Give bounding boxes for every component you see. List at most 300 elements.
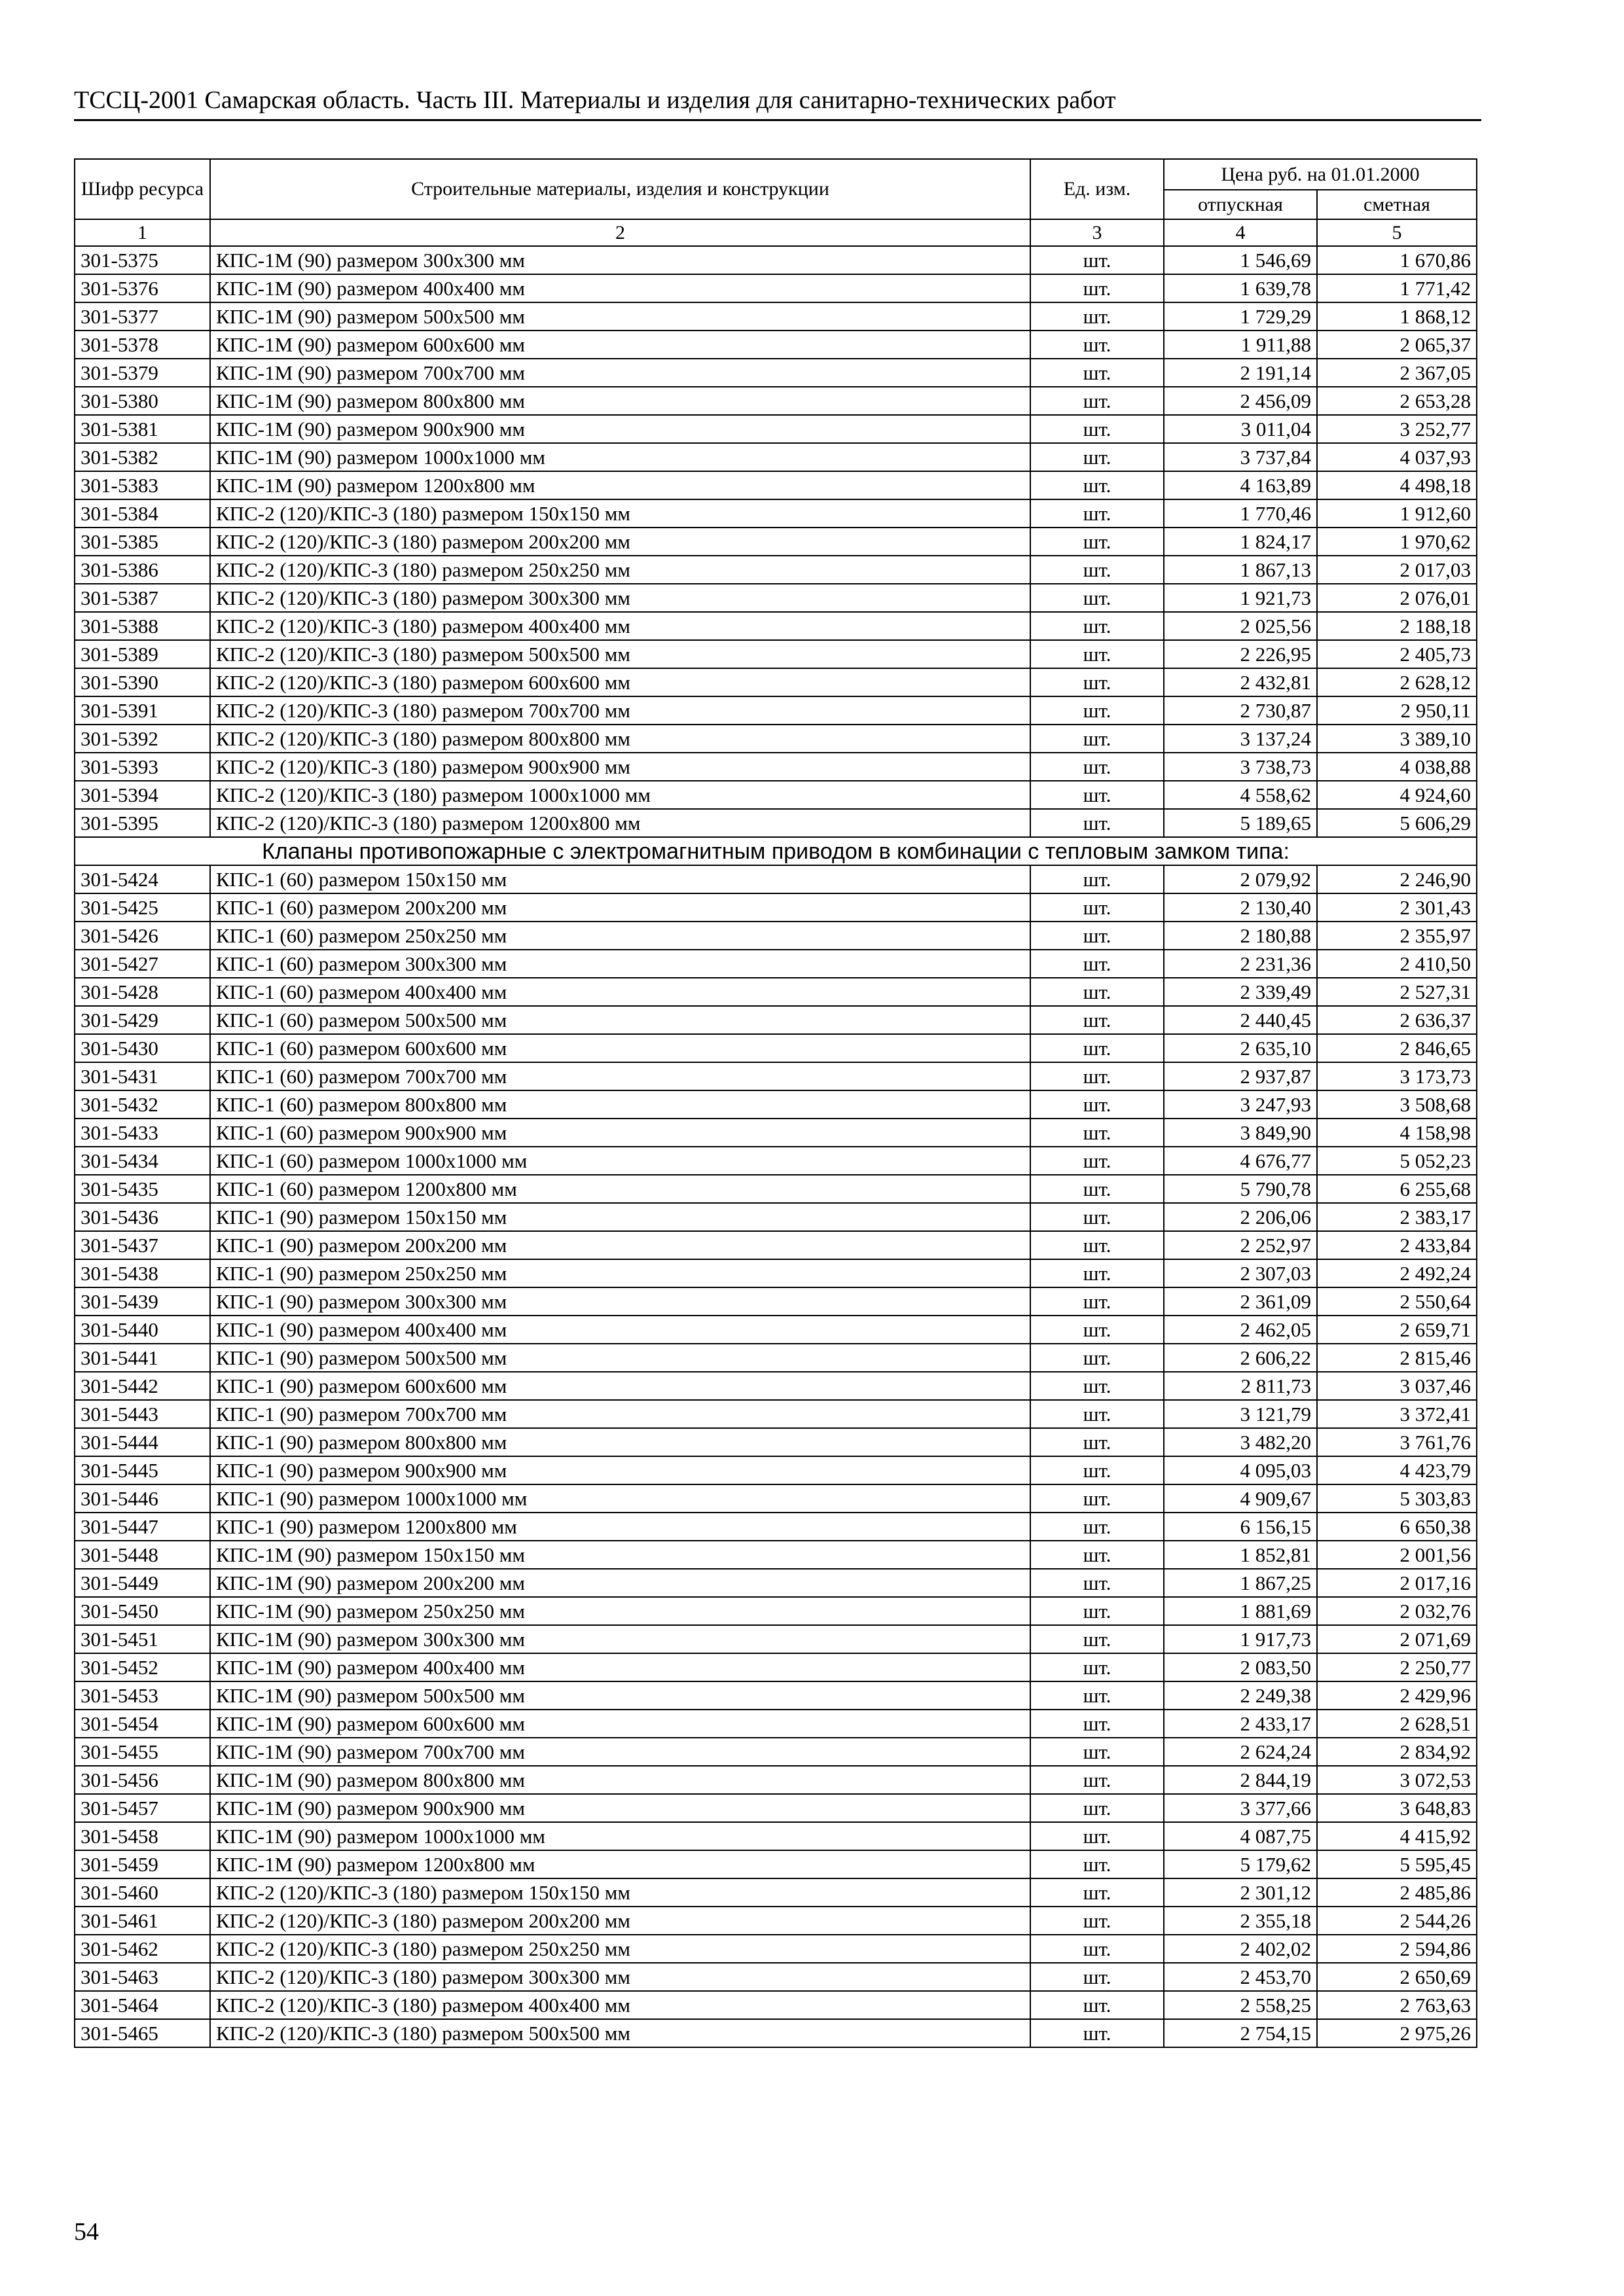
unit: шт.	[1030, 415, 1164, 443]
item-name: КПС-1 (90) размером 500х500 мм	[210, 1344, 1030, 1372]
unit: шт.	[1030, 302, 1164, 331]
estimate-price: 2 017,03	[1317, 556, 1477, 584]
release-price: 3 247,93	[1164, 1090, 1317, 1119]
item-name: КПС-1 (90) размером 250х250 мм	[210, 1259, 1030, 1287]
resource-code: 301-5430	[75, 1034, 210, 1062]
resource-code: 301-5450	[75, 1597, 210, 1625]
estimate-price: 3 389,10	[1317, 725, 1477, 753]
release-price: 2 180,88	[1164, 922, 1317, 950]
estimate-price: 3 252,77	[1317, 415, 1477, 443]
resource-code: 301-5455	[75, 1738, 210, 1766]
release-price: 5 179,62	[1164, 1850, 1317, 1878]
release-price: 2 191,14	[1164, 359, 1317, 387]
unit: шт.	[1030, 1878, 1164, 1907]
table-row	[75, 1822, 1477, 1850]
resource-code: 301-5383	[75, 471, 210, 499]
estimate-price: 2 650,69	[1317, 1963, 1477, 1991]
unit: шт.	[1030, 1569, 1164, 1597]
release-price: 2 355,18	[1164, 1907, 1317, 1935]
release-price: 2 307,03	[1164, 1259, 1317, 1287]
table-row	[75, 1259, 1477, 1287]
resource-code: 301-5441	[75, 1344, 210, 1372]
release-price: 2 730,87	[1164, 696, 1317, 725]
release-price: 2 301,12	[1164, 1878, 1317, 1907]
resource-code: 301-5463	[75, 1963, 210, 1991]
release-price: 3 377,66	[1164, 1794, 1317, 1822]
col-header-unit: Ед. изм.	[1030, 159, 1164, 219]
estimate-price: 2 429,96	[1317, 1681, 1477, 1710]
release-price: 1 770,46	[1164, 499, 1317, 528]
unit: шт.	[1030, 893, 1164, 922]
col-number: 3	[1030, 219, 1164, 246]
page-number: 54	[74, 2218, 99, 2246]
header-rule	[74, 119, 1481, 121]
unit: шт.	[1030, 753, 1164, 781]
resource-code: 301-5376	[75, 274, 210, 302]
item-name: КПС-1 (60) размером 250х250 мм	[210, 922, 1030, 950]
item-name: КПС-1М (90) размером 150х150 мм	[210, 1541, 1030, 1569]
estimate-price: 2 594,86	[1317, 1935, 1477, 1963]
unit: шт.	[1030, 1597, 1164, 1625]
unit: шт.	[1030, 528, 1164, 556]
item-name: КПС-2 (120)/КПС-3 (180) размером 500х500 мм	[210, 640, 1030, 668]
estimate-price: 2 301,43	[1317, 893, 1477, 922]
item-name: КПС-1 (60) размером 400х400 мм	[210, 978, 1030, 1006]
release-price: 2 083,50	[1164, 1653, 1317, 1681]
resource-code: 301-5454	[75, 1710, 210, 1738]
col-number: 4	[1164, 219, 1317, 246]
release-price: 2 456,09	[1164, 387, 1317, 415]
item-name: КПС-1 (90) размером 150х150 мм	[210, 1203, 1030, 1231]
table-row	[75, 753, 1477, 781]
table-row	[75, 471, 1477, 499]
resource-code: 301-5432	[75, 1090, 210, 1119]
release-price: 4 163,89	[1164, 471, 1317, 499]
estimate-price: 3 372,41	[1317, 1400, 1477, 1428]
item-name: КПС-1М (90) размером 800х800 мм	[210, 1766, 1030, 1794]
estimate-price: 3 037,46	[1317, 1372, 1477, 1400]
estimate-price: 6 650,38	[1317, 1513, 1477, 1541]
item-name: КПС-2 (120)/КПС-3 (180) размером 200х200 мм	[210, 1907, 1030, 1935]
col-header-price-group: Цена руб. на 01.01.2000	[1164, 159, 1477, 190]
estimate-price: 2 815,46	[1317, 1344, 1477, 1372]
table-row	[75, 1287, 1477, 1316]
item-name: КПС-1М (90) размером 300х300 мм	[210, 246, 1030, 274]
estimate-price: 2 017,16	[1317, 1569, 1477, 1597]
resource-code: 301-5426	[75, 922, 210, 950]
release-price: 1 867,13	[1164, 556, 1317, 584]
unit: шт.	[1030, 1119, 1164, 1147]
table-row	[75, 274, 1477, 302]
table-row	[75, 865, 1477, 893]
estimate-price: 2 405,73	[1317, 640, 1477, 668]
resource-code: 301-5392	[75, 725, 210, 753]
release-price: 2 402,02	[1164, 1935, 1317, 1963]
resource-code: 301-5393	[75, 753, 210, 781]
estimate-price: 2 659,71	[1317, 1316, 1477, 1344]
item-name: КПС-2 (120)/КПС-3 (180) размером 500х500 мм	[210, 2019, 1030, 2047]
estimate-price: 5 606,29	[1317, 809, 1477, 837]
resource-code: 301-5437	[75, 1231, 210, 1259]
item-name: КПС-2 (120)/КПС-3 (180) размером 1200х800 мм	[210, 809, 1030, 837]
section-heading: Клапаны противопожарные с электромагнитным приводом в комбинации с тепловым замком типа:	[75, 837, 1477, 865]
release-price: 1 546,69	[1164, 246, 1317, 274]
item-name: КПС-1 (90) размером 1200х800 мм	[210, 1513, 1030, 1541]
unit: шт.	[1030, 612, 1164, 640]
unit: шт.	[1030, 1710, 1164, 1738]
table-row	[75, 809, 1477, 837]
resource-code: 301-5377	[75, 302, 210, 331]
item-name: КПС-1М (90) размером 400х400 мм	[210, 1653, 1030, 1681]
table-row	[75, 893, 1477, 922]
release-price: 2 432,81	[1164, 668, 1317, 696]
unit: шт.	[1030, 1090, 1164, 1119]
release-price: 2 606,22	[1164, 1344, 1317, 1372]
resource-code: 301-5387	[75, 584, 210, 612]
estimate-price: 2 032,76	[1317, 1597, 1477, 1625]
table-row	[75, 415, 1477, 443]
unit: шт.	[1030, 1259, 1164, 1287]
unit: шт.	[1030, 387, 1164, 415]
item-name: КПС-2 (120)/КПС-3 (180) размером 600х600 мм	[210, 668, 1030, 696]
unit: шт.	[1030, 1316, 1164, 1344]
resource-code: 301-5385	[75, 528, 210, 556]
resource-code: 301-5379	[75, 359, 210, 387]
item-name: КПС-1 (60) размером 150х150 мм	[210, 865, 1030, 893]
table-row	[75, 1907, 1477, 1935]
estimate-price: 2 834,92	[1317, 1738, 1477, 1766]
item-name: КПС-2 (120)/КПС-3 (180) размером 250х250 мм	[210, 556, 1030, 584]
item-name: КПС-1М (90) размером 300х300 мм	[210, 1625, 1030, 1653]
estimate-price: 2 950,11	[1317, 696, 1477, 725]
resource-code: 301-5439	[75, 1287, 210, 1316]
table-row	[75, 1850, 1477, 1878]
unit: шт.	[1030, 922, 1164, 950]
item-name: КПС-1 (60) размером 700х700 мм	[210, 1062, 1030, 1090]
table-row	[75, 668, 1477, 696]
unit: шт.	[1030, 1766, 1164, 1794]
unit: шт.	[1030, 781, 1164, 809]
table-row	[75, 781, 1477, 809]
item-name: КПС-1М (90) размером 700х700 мм	[210, 1738, 1030, 1766]
table-body-second-group	[75, 865, 1477, 2047]
estimate-price: 4 038,88	[1317, 753, 1477, 781]
release-price: 4 095,03	[1164, 1456, 1317, 1484]
release-price: 2 844,19	[1164, 1766, 1317, 1794]
unit: шт.	[1030, 331, 1164, 359]
unit: шт.	[1030, 1794, 1164, 1822]
table-row	[75, 1794, 1477, 1822]
estimate-price: 2 410,50	[1317, 950, 1477, 978]
table-row	[75, 1316, 1477, 1344]
estimate-price: 2 975,26	[1317, 2019, 1477, 2047]
item-name: КПС-1М (90) размером 1200х800 мм	[210, 471, 1030, 499]
item-name: КПС-2 (120)/КПС-3 (180) размером 300х300 мм	[210, 584, 1030, 612]
unit: шт.	[1030, 471, 1164, 499]
release-price: 3 121,79	[1164, 1400, 1317, 1428]
table-row	[75, 1203, 1477, 1231]
resource-code: 301-5427	[75, 950, 210, 978]
unit: шт.	[1030, 1231, 1164, 1259]
item-name: КПС-1М (90) размером 900х900 мм	[210, 415, 1030, 443]
release-price: 2 025,56	[1164, 612, 1317, 640]
estimate-price: 2 846,65	[1317, 1034, 1477, 1062]
table-row	[75, 584, 1477, 612]
estimate-price: 3 173,73	[1317, 1062, 1477, 1090]
unit: шт.	[1030, 1006, 1164, 1034]
release-price: 4 087,75	[1164, 1822, 1317, 1850]
section-heading-row	[75, 837, 1477, 865]
unit: шт.	[1030, 584, 1164, 612]
table-row	[75, 1231, 1477, 1259]
unit: шт.	[1030, 668, 1164, 696]
unit: шт.	[1030, 556, 1164, 584]
item-name: КПС-1 (90) размером 1000х1000 мм	[210, 1484, 1030, 1513]
unit: шт.	[1030, 950, 1164, 978]
table-row	[75, 1681, 1477, 1710]
release-price: 3 737,84	[1164, 443, 1317, 471]
resource-code: 301-5395	[75, 809, 210, 837]
unit: шт.	[1030, 1850, 1164, 1878]
unit: шт.	[1030, 1991, 1164, 2019]
table-row	[75, 1569, 1477, 1597]
estimate-price: 1 912,60	[1317, 499, 1477, 528]
table-row	[75, 1428, 1477, 1456]
item-name: КПС-1 (60) размером 600х600 мм	[210, 1034, 1030, 1062]
estimate-price: 6 255,68	[1317, 1175, 1477, 1203]
release-price: 1 881,69	[1164, 1597, 1317, 1625]
release-price: 2 624,24	[1164, 1738, 1317, 1766]
resource-code: 301-5442	[75, 1372, 210, 1400]
release-price: 2 811,73	[1164, 1372, 1317, 1400]
unit: шт.	[1030, 1372, 1164, 1400]
estimate-price: 2 544,26	[1317, 1907, 1477, 1935]
estimate-price: 5 595,45	[1317, 1850, 1477, 1878]
item-name: КПС-2 (120)/КПС-3 (180) размером 150х150 мм	[210, 499, 1030, 528]
resource-code: 301-5436	[75, 1203, 210, 1231]
release-price: 5 790,78	[1164, 1175, 1317, 1203]
estimate-price: 4 415,92	[1317, 1822, 1477, 1850]
item-name: КПС-2 (120)/КПС-3 (180) размером 800х800 мм	[210, 725, 1030, 753]
table-row	[75, 443, 1477, 471]
table-row	[75, 1710, 1477, 1738]
resource-code: 301-5458	[75, 1822, 210, 1850]
resource-code: 301-5449	[75, 1569, 210, 1597]
resource-code: 301-5462	[75, 1935, 210, 1963]
resource-code: 301-5452	[75, 1653, 210, 1681]
estimate-price: 5 052,23	[1317, 1147, 1477, 1175]
release-price: 2 937,87	[1164, 1062, 1317, 1090]
estimate-price: 2 628,12	[1317, 668, 1477, 696]
table-row	[75, 1006, 1477, 1034]
estimate-price: 3 648,83	[1317, 1794, 1477, 1822]
item-name: КПС-2 (120)/КПС-3 (180) размером 400х400 мм	[210, 612, 1030, 640]
estimate-price: 4 158,98	[1317, 1119, 1477, 1147]
unit: шт.	[1030, 1147, 1164, 1175]
resource-code: 301-5453	[75, 1681, 210, 1710]
release-price: 1 639,78	[1164, 274, 1317, 302]
estimate-price: 3 508,68	[1317, 1090, 1477, 1119]
resource-code: 301-5428	[75, 978, 210, 1006]
item-name: КПС-1М (90) размером 500х500 мм	[210, 302, 1030, 331]
item-name: КПС-1 (60) размером 800х800 мм	[210, 1090, 1030, 1119]
table-row	[75, 1766, 1477, 1794]
item-name: КПС-1 (90) размером 400х400 мм	[210, 1316, 1030, 1344]
resource-code: 301-5447	[75, 1513, 210, 1541]
table-head	[75, 159, 1477, 246]
estimate-price: 1 970,62	[1317, 528, 1477, 556]
resource-code: 301-5386	[75, 556, 210, 584]
release-price: 2 462,05	[1164, 1316, 1317, 1344]
unit: шт.	[1030, 359, 1164, 387]
table-row	[75, 922, 1477, 950]
release-price: 3 482,20	[1164, 1428, 1317, 1456]
estimate-price: 2 355,97	[1317, 922, 1477, 950]
table-row	[75, 1597, 1477, 1625]
estimate-price: 4 924,60	[1317, 781, 1477, 809]
unit: шт.	[1030, 1428, 1164, 1456]
resource-code: 301-5456	[75, 1766, 210, 1794]
col-header-name: Строительные материалы, изделия и конструкции	[210, 159, 1030, 219]
unit: шт.	[1030, 1456, 1164, 1484]
release-price: 2 754,15	[1164, 2019, 1317, 2047]
estimate-price: 2 492,24	[1317, 1259, 1477, 1287]
resource-code: 301-5375	[75, 246, 210, 274]
unit: шт.	[1030, 1625, 1164, 1653]
table-row	[75, 1625, 1477, 1653]
release-price: 1 824,17	[1164, 528, 1317, 556]
unit: шт.	[1030, 1484, 1164, 1513]
table-row	[75, 1738, 1477, 1766]
estimate-price: 4 037,93	[1317, 443, 1477, 471]
estimate-price: 2 628,51	[1317, 1710, 1477, 1738]
item-name: КПС-2 (120)/КПС-3 (180) размером 300х300 мм	[210, 1963, 1030, 1991]
estimate-price: 1 868,12	[1317, 302, 1477, 331]
resource-code: 301-5435	[75, 1175, 210, 1203]
unit: шт.	[1030, 1034, 1164, 1062]
resource-code: 301-5465	[75, 2019, 210, 2047]
resource-code: 301-5446	[75, 1484, 210, 1513]
resource-code: 301-5389	[75, 640, 210, 668]
estimate-price: 3 761,76	[1317, 1428, 1477, 1456]
resource-code: 301-5381	[75, 415, 210, 443]
item-name: КПС-2 (120)/КПС-3 (180) размером 700х700 мм	[210, 696, 1030, 725]
release-price: 2 206,06	[1164, 1203, 1317, 1231]
unit: шт.	[1030, 809, 1164, 837]
table-row	[75, 725, 1477, 753]
table-row	[75, 1484, 1477, 1513]
resource-code: 301-5445	[75, 1456, 210, 1484]
unit: шт.	[1030, 1653, 1164, 1681]
item-name: КПС-1 (90) размером 800х800 мм	[210, 1428, 1030, 1456]
item-name: КПС-2 (120)/КПС-3 (180) размером 250х250 мм	[210, 1935, 1030, 1963]
item-name: КПС-1М (90) размером 250х250 мм	[210, 1597, 1030, 1625]
unit: шт.	[1030, 1344, 1164, 1372]
resource-code: 301-5380	[75, 387, 210, 415]
col-number: 5	[1317, 219, 1477, 246]
release-price: 3 137,24	[1164, 725, 1317, 753]
estimate-price: 2 076,01	[1317, 584, 1477, 612]
item-name: КПС-1 (60) размером 900х900 мм	[210, 1119, 1030, 1147]
resource-code: 301-5460	[75, 1878, 210, 1907]
release-price: 1 917,73	[1164, 1625, 1317, 1653]
resource-code: 301-5388	[75, 612, 210, 640]
item-name: КПС-2 (120)/КПС-3 (180) размером 900х900 мм	[210, 753, 1030, 781]
table-row	[75, 1175, 1477, 1203]
unit: шт.	[1030, 246, 1164, 274]
table-row	[75, 1062, 1477, 1090]
item-name: КПС-1 (90) размером 200х200 мм	[210, 1231, 1030, 1259]
unit: шт.	[1030, 499, 1164, 528]
unit: шт.	[1030, 1822, 1164, 1850]
release-price: 3 849,90	[1164, 1119, 1317, 1147]
table-row	[75, 978, 1477, 1006]
table-row	[75, 359, 1477, 387]
table-row	[75, 302, 1477, 331]
table-row	[75, 640, 1477, 668]
estimate-price: 2 250,77	[1317, 1653, 1477, 1681]
resource-code: 301-5448	[75, 1541, 210, 1569]
release-price: 2 249,38	[1164, 1681, 1317, 1710]
table-row	[75, 246, 1477, 274]
resource-code: 301-5457	[75, 1794, 210, 1822]
table-row	[75, 1541, 1477, 1569]
item-name: КПС-1М (90) размером 700х700 мм	[210, 359, 1030, 387]
estimate-price: 2 383,17	[1317, 1203, 1477, 1231]
table-row	[75, 556, 1477, 584]
resource-code: 301-5384	[75, 499, 210, 528]
release-price: 2 252,97	[1164, 1231, 1317, 1259]
unit: шт.	[1030, 640, 1164, 668]
resource-code: 301-5390	[75, 668, 210, 696]
resource-code: 301-5461	[75, 1907, 210, 1935]
release-price: 5 189,65	[1164, 809, 1317, 837]
item-name: КПС-2 (120)/КПС-3 (180) размером 400х400 мм	[210, 1991, 1030, 2019]
resource-code: 301-5440	[75, 1316, 210, 1344]
resource-code: 301-5434	[75, 1147, 210, 1175]
estimate-price: 2 433,84	[1317, 1231, 1477, 1259]
table-row	[75, 2019, 1477, 2047]
release-price: 2 130,40	[1164, 893, 1317, 922]
estimate-price: 2 527,31	[1317, 978, 1477, 1006]
release-price: 2 339,49	[1164, 978, 1317, 1006]
table-row	[75, 387, 1477, 415]
unit: шт.	[1030, 443, 1164, 471]
item-name: КПС-1М (90) размером 1200х800 мм	[210, 1850, 1030, 1878]
unit: шт.	[1030, 1738, 1164, 1766]
resource-code: 301-5464	[75, 1991, 210, 2019]
item-name: КПС-1М (90) размером 500х500 мм	[210, 1681, 1030, 1710]
item-name: КПС-2 (120)/КПС-3 (180) размером 1000х1000 мм	[210, 781, 1030, 809]
unit: шт.	[1030, 978, 1164, 1006]
release-price: 2 635,10	[1164, 1034, 1317, 1062]
col-header-estimate-price: сметная	[1317, 190, 1477, 219]
resource-code: 301-5459	[75, 1850, 210, 1878]
running-header-title: ТССЦ-2001 Самарская область. Часть III. Материалы и изделия для санитарно-технических работ	[74, 86, 1116, 114]
release-price: 2 226,95	[1164, 640, 1317, 668]
resource-code: 301-5438	[75, 1259, 210, 1287]
resource-code: 301-5391	[75, 696, 210, 725]
estimate-price: 2 550,64	[1317, 1287, 1477, 1316]
item-name: КПС-1М (90) размером 900х900 мм	[210, 1794, 1030, 1822]
table-row	[75, 1991, 1477, 2019]
release-price: 1 729,29	[1164, 302, 1317, 331]
unit: шт.	[1030, 725, 1164, 753]
table-row	[75, 1372, 1477, 1400]
table-row	[75, 1513, 1477, 1541]
col-header-release-price: отпускная	[1164, 190, 1317, 219]
estimate-price: 2 065,37	[1317, 331, 1477, 359]
